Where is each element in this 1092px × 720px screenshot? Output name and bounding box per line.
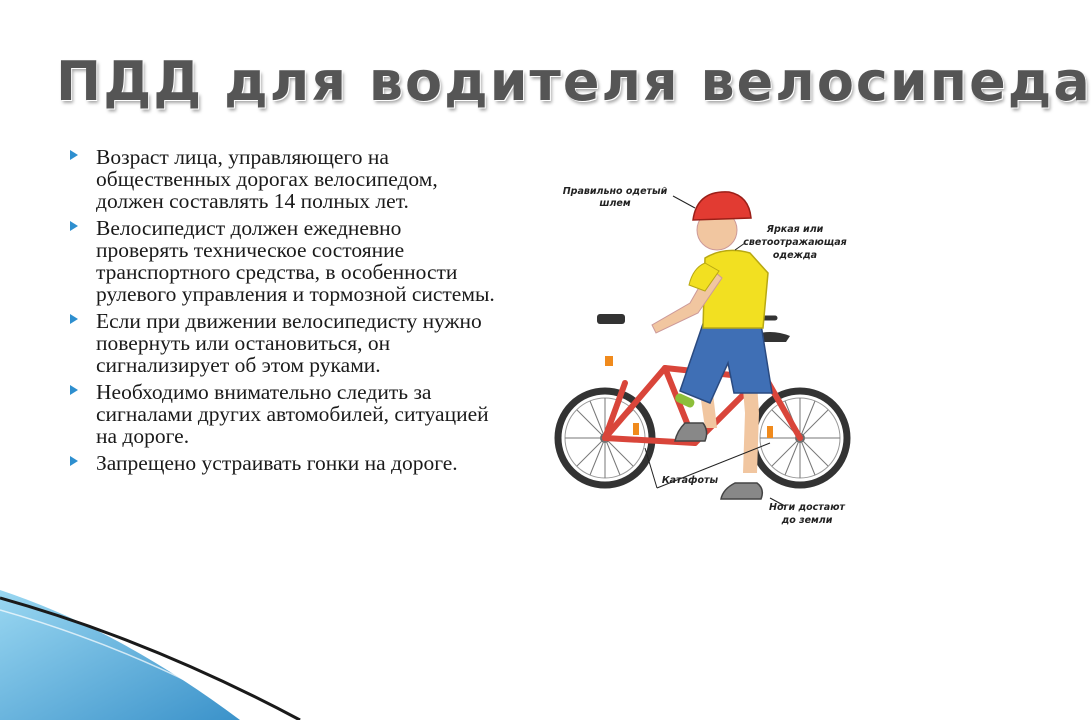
clothing-label: Яркая или	[766, 224, 824, 235]
reflectors-label: Катафоты	[661, 475, 719, 486]
bullet-arrow-icon	[70, 221, 78, 231]
bullet-arrow-icon	[70, 150, 78, 160]
bullet-arrow-icon	[70, 314, 78, 324]
list-item	[68, 452, 498, 474]
list-item-text: Запрещено устраивать гонки на дороге.	[96, 451, 458, 475]
list-item-text: Возраст лица, управляющего на общественных дорогах велосипедом, должен составлять 14 полных лет.	[96, 145, 438, 213]
rider-shorts	[680, 318, 772, 403]
slide-title: ПДД для водителя велосипеда	[56, 50, 1092, 113]
list-item	[68, 381, 498, 447]
feet-label: Ноги достают	[769, 502, 845, 513]
corner-decoration	[0, 590, 960, 720]
clothing-label: одежда	[772, 250, 818, 261]
reflector-icon	[633, 423, 639, 435]
helmet-label: шлем	[599, 198, 631, 209]
reflector-icon	[767, 426, 773, 438]
list-item	[68, 310, 498, 376]
list-item-text: Велосипедист должен ежедневно проверять техническое состояние транспортного средства, в особенности рулевого управления и тормозной системы.	[96, 216, 495, 306]
list-item	[68, 146, 498, 212]
list-item-text: Необходимо внимательно следить за сигналами других автомобилей, ситуацией на дороге.	[96, 380, 489, 448]
bullet-arrow-icon	[70, 456, 78, 466]
bullet-arrow-icon	[70, 385, 78, 395]
clothing-label: светоотражающая	[743, 237, 847, 248]
cyclist-illustration	[545, 168, 865, 548]
list-item-text: Если при движении велосипедисту нужно повернуть или остановиться, он сигнализирует об этом руками.	[96, 309, 482, 377]
reflector-icon	[605, 356, 613, 366]
helmet-label: Правильно одетый	[562, 186, 668, 197]
bike-light-icon	[597, 314, 625, 324]
helmet-icon	[693, 192, 751, 220]
feet-label: до земли	[781, 515, 833, 526]
rules-list	[68, 146, 498, 479]
list-item	[68, 217, 498, 305]
